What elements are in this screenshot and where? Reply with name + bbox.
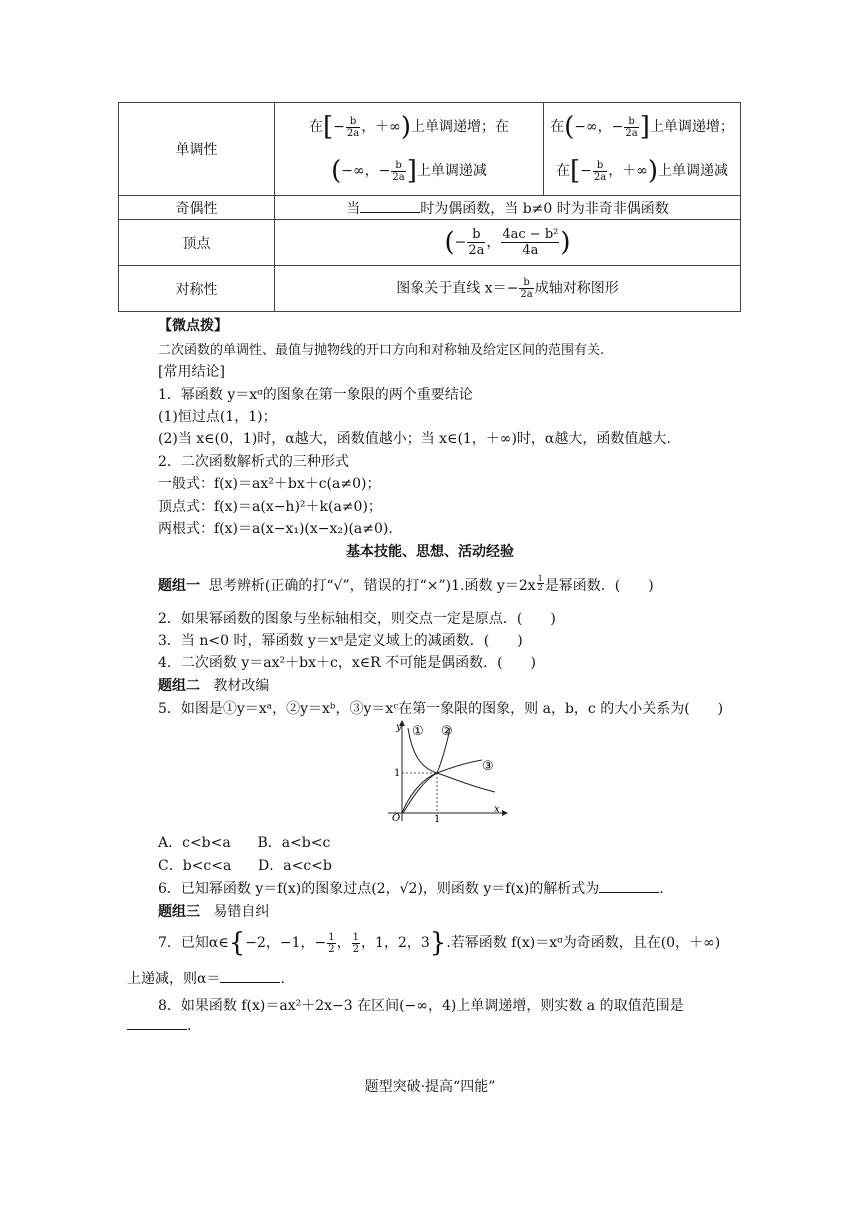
row-label-parity: 奇偶性 xyxy=(119,196,275,220)
fraction: $\frac{1}{2}$ xyxy=(328,931,335,955)
properties-table xyxy=(118,102,741,312)
option-c: C．b<c<a xyxy=(158,858,232,874)
power-function-graph xyxy=(370,718,510,823)
conclusion-2b: 顶点式：f(x)＝a(x−h)²＋k(a≠0)； xyxy=(158,499,382,515)
question-3: 3．当 n<0 时，幂函数 y＝xⁿ是定义域上的减函数．( ) xyxy=(158,633,523,649)
fraction: $\frac{b}{2a}$ xyxy=(625,115,638,139)
footer-section-title: 题型突破·提高“四能” xyxy=(364,1079,496,1095)
fraction: $\frac{b}{2a}$ xyxy=(520,277,533,300)
fraction: $\frac{b}{2a}$ xyxy=(346,115,360,139)
fraction: $\frac{b}{2a}$ xyxy=(392,159,405,183)
tips-text: 二次函数的单调性、最值与抛物线的开口方向和对称轴及给定区间的范围有关. xyxy=(158,343,605,358)
question-4: 4．二次函数 y＝ax²＋bx＋c，x∈R 不可能是偶函数．( ) xyxy=(158,655,536,671)
conclusion-1b: (2)当 x∈(0，1)时，α越大，函数值越小；当 x∈(1，＋∞)时，α越大，函数值越大. xyxy=(158,431,671,447)
question-7-line-2: 上递减，则α＝ . xyxy=(127,971,285,987)
option-a: A．c<b<a xyxy=(158,835,231,851)
row-label-vertex: 顶点 xyxy=(119,220,275,266)
fraction: $\frac{\text{4ac − b²}}{4a}$ xyxy=(502,227,559,258)
graph-label-3: ③ xyxy=(482,759,494,774)
graph-x-label: x xyxy=(494,804,500,815)
option-d: D．a<c<b xyxy=(258,858,332,874)
graph-tick-y-1: 1 xyxy=(394,768,401,779)
row-label-monotonicity: 单调性 xyxy=(119,103,275,196)
tips-heading: 【微点拨】 xyxy=(158,318,228,334)
group-one-line: 题组一 思考辨析(正确的打“√”，错误的打“×”)1.函数 y＝2x $\frac{1}{2}$ 是幂函数．( ) xyxy=(158,574,654,594)
answer-blank xyxy=(599,880,659,893)
answer-blank xyxy=(127,1017,187,1030)
conclusions-heading: [常用结论] xyxy=(158,364,225,380)
group-three-line: 题组三 易错自纠 xyxy=(158,904,270,920)
fraction: $\frac{b}{2a}$ xyxy=(468,227,485,258)
option-row-1 xyxy=(158,832,330,852)
question-8-line-2: . xyxy=(127,1017,191,1034)
option-b: B．a<b<c xyxy=(257,835,331,851)
graph-label-2: ② xyxy=(441,724,453,739)
cell-parity: 当 时为偶函数，当 b≠0 时为非奇非偶函数 xyxy=(275,196,741,220)
question-7-line-1: 7．已知α∈{−2，−1，− $\frac{1}{2}$ ， $\frac{1}{2}$ ，1，2，3}.若幂函数 f(x)＝xᵅ为奇函数，且在(0，＋∞) xyxy=(158,928,721,958)
answer-blank xyxy=(360,200,420,213)
graph-y-label: y xyxy=(396,722,402,733)
conclusion-1a: (1)恒过点(1，1)； xyxy=(158,409,277,425)
x-axis-arrow xyxy=(502,810,508,816)
graph-tick-x-1: 1 xyxy=(434,814,441,823)
question-6: 6．已知幂函数 y＝f(x)的图象过点(2，√2)，则函数 y＝f(x)的解析式为 . xyxy=(158,881,664,897)
cell-vertex: (− $\frac{b}{2a}$ ， $\frac{\text{4ac − b²}}{4a}$ ) xyxy=(275,220,741,266)
fraction: $\frac{b}{2a}$ xyxy=(593,159,607,183)
section-title: 基本技能、思想、活动经验 xyxy=(346,544,514,560)
question-5: 5．如图是①y＝xᵃ，②y＝xᵇ，③y＝xᶜ在第一象限的图象，则 a，b，c 的大小关系为( ) xyxy=(158,701,724,717)
conclusion-2c: 两根式：f(x)＝a(x−x₁)(x−x₂)(a≠0). xyxy=(158,521,393,537)
conclusion-1: 1．幂函数 y＝xᵅ的图象在第一象限的两个重要结论 xyxy=(158,387,473,403)
option-row-2 xyxy=(158,855,332,875)
graph-label-1: ① xyxy=(412,724,424,739)
graph-origin-label: O xyxy=(392,813,401,823)
exponent-fraction: $\frac{1}{2}$ xyxy=(537,574,543,592)
cell-symmetry: 图象关于直线 x＝− $\frac{b}{2a}$ 成轴对称图形 xyxy=(275,266,741,312)
cell-monotonicity-a-negative: 在(−∞，− $\frac{b}{2a}$ ]上单调递增； 在[− $\frac{b}{2a}$ ，＋∞)上单调递减 xyxy=(544,103,741,196)
conclusion-2a: 一般式：f(x)＝ax²＋bx＋c(a≠0)； xyxy=(158,476,381,492)
question-8-line-1: 8．如果函数 f(x)＝ax²＋2x−3 在区间(−∞，4)上单调递增，则实数 a 的取值范围是 xyxy=(158,998,684,1014)
curve-3 xyxy=(402,760,482,813)
cell-monotonicity-a-positive: 在[− $\frac{b}{2a}$ ，＋∞)上单调递增；在 (−∞，− $\frac{b}{2a}$ ]上单调递减 xyxy=(275,103,544,196)
answer-blank xyxy=(220,970,280,983)
row-label-symmetry: 对称性 xyxy=(119,266,275,312)
fraction: $\frac{1}{2}$ xyxy=(352,931,360,955)
group-two-line: 题组二 教材改编 xyxy=(158,678,270,694)
conclusion-2: 2．二次函数解析式的三种形式 xyxy=(158,454,349,470)
question-2: 2．如果幂函数的图象与坐标轴相交，则交点一定是原点．( ) xyxy=(158,611,556,627)
